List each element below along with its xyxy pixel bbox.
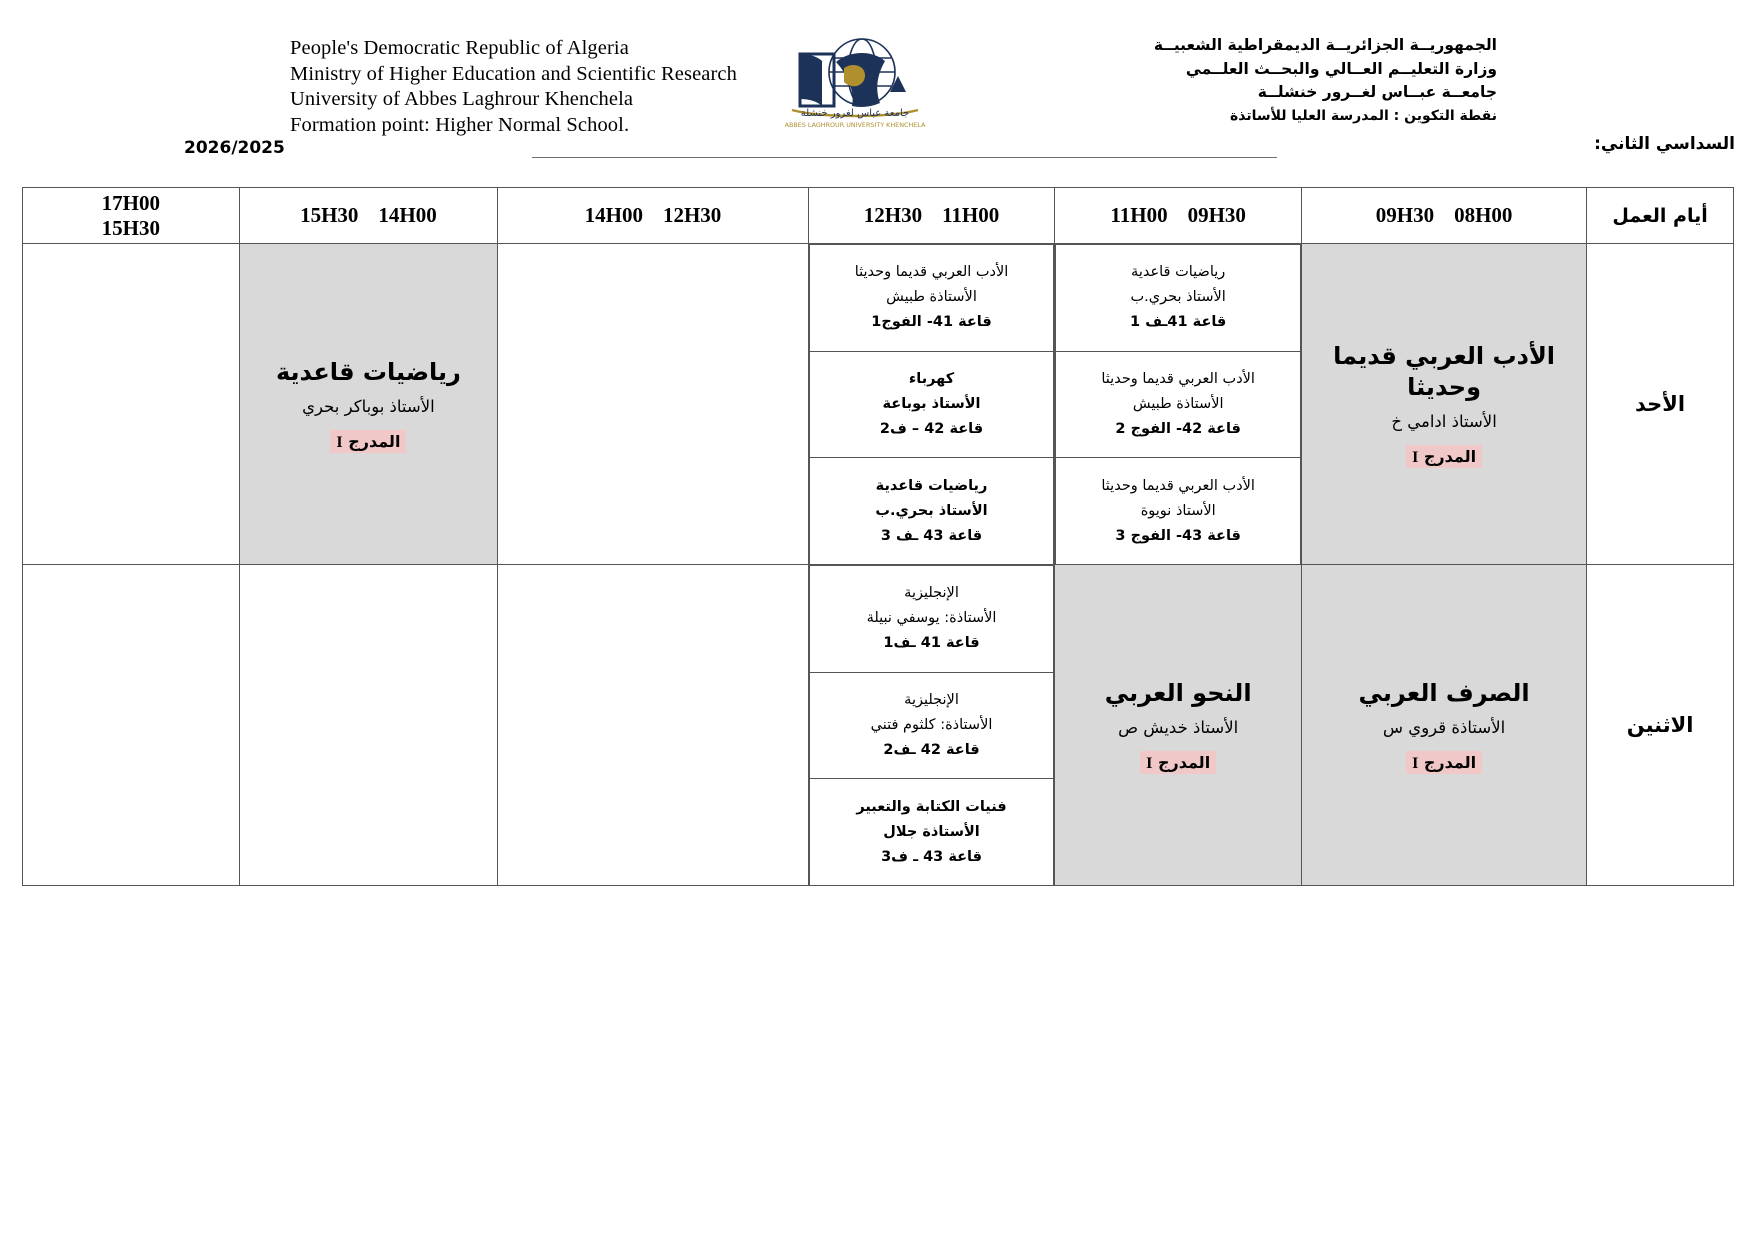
group-room: قاعة 42 ـف2 [883, 742, 980, 759]
group-session [809, 779, 1054, 885]
group-session [809, 351, 1054, 458]
session-block [1055, 674, 1301, 777]
group-subject: الأدب العربي قديما وحديثا [1101, 371, 1255, 388]
time-header-3 [808, 188, 1055, 244]
group-subject: الإنجليزية [904, 692, 959, 709]
header-left-institution-block [290, 36, 737, 138]
cell-monday-14h00-12h30 [498, 565, 808, 886]
session-teacher: الأستاذ بوباكر بحري [302, 396, 435, 416]
group-session-stack [809, 244, 1055, 564]
time-header-4-end: 09H30 [1187, 203, 1246, 227]
group-room: قاعة 43 ـ ف3 [881, 848, 982, 865]
session-room-number: I [1146, 754, 1153, 772]
cell-sunday-14h00-12h30 [498, 244, 808, 565]
session-teacher: الأستاذ خديش ص [1118, 717, 1239, 737]
session-room-label: المدرج [348, 431, 401, 451]
header-right-line-4: نقطة التكوين : المدرسة العليا للأساتذة [1230, 107, 1497, 124]
session-block [1302, 337, 1586, 471]
group-session-stack [1055, 244, 1301, 564]
header-right-institution-block [1154, 34, 1497, 128]
session-room [246, 432, 492, 452]
header-right-line-2: وزارة التعليــم العــالي والبحــث العلــمي [1185, 59, 1497, 78]
cell-monday-11h00-09h30 [1055, 565, 1302, 886]
session-room-number: I [336, 433, 343, 451]
group-subject: فنيات الكتابة والتعبير [856, 798, 1007, 815]
time-header-5-end: 08H00 [1454, 203, 1513, 227]
group-room: قاعة 42 – ف2 [879, 421, 984, 438]
table-row [23, 565, 1734, 886]
time-header-0-end: 15H30 [101, 215, 160, 240]
time-header-2-start: 14H00 [584, 203, 643, 227]
time-header-3-start: 12H30 [863, 203, 923, 227]
session-room [1308, 753, 1580, 773]
day-label-sunday: الأحد [1587, 244, 1734, 565]
cell-sunday-15h30-14h00 [239, 244, 498, 565]
header-left-line-1: People's Democratic Republic of Algeria [290, 37, 629, 59]
time-header-4 [1055, 188, 1302, 244]
session-teacher: الأستاذة قروي س [1382, 717, 1506, 737]
group-session-stack [809, 565, 1055, 885]
cell-monday-12h30-11h00 [808, 565, 1055, 886]
group-subject: الأدب العربي قديما وحديثا [1101, 477, 1255, 494]
group-subject: الأدب العربي قديما وحديثا [854, 264, 1009, 281]
group-subject: كهرباء [908, 371, 955, 388]
session-subject: الصرف العربي [1358, 678, 1530, 707]
semester-label: السداسي الثاني: [1594, 134, 1735, 154]
group-session [1056, 245, 1301, 352]
group-teacher: الأستاذ نويوة [1140, 502, 1216, 519]
group-room: قاعة 41- الفوج1 [871, 314, 992, 331]
group-room: قاعة 43 ـف 3 [880, 527, 983, 544]
logo-latin-caption: ABBES LAGHROUR UNIVERSITY KHENCHELA [784, 121, 926, 129]
session-room-label: المدرج [1423, 447, 1477, 466]
group-teacher: الأستاذ بحري.ب [1130, 289, 1226, 306]
cell-monday-17h00-15h30 [23, 565, 240, 886]
session-teacher: الأستاذ ادامي خ [1391, 412, 1497, 431]
table-row [23, 244, 1734, 565]
session-room-number: I [1412, 449, 1419, 466]
time-header-0 [23, 188, 240, 244]
group-teacher: الأستاذة: كلثوم فتني [870, 717, 993, 734]
header-left-line-3: University of Abbes Laghrour Khenchela [290, 88, 634, 110]
session-subject: رياضيات قاعدية [275, 357, 461, 386]
group-room: قاعة 41 ـف1 [883, 635, 980, 652]
group-session [809, 566, 1054, 673]
group-session [809, 245, 1054, 352]
time-header-5-start: 09H30 [1375, 203, 1435, 227]
group-room: قاعة 41ـف 1 [1130, 314, 1227, 331]
group-subject: الإنجليزية [904, 585, 959, 602]
group-teacher: الأستاذ بوباعة [882, 396, 981, 413]
group-session [1056, 351, 1301, 458]
cell-sunday-09h30-08h00 [1302, 244, 1587, 565]
header-left-line-2: Ministry of Higher Education and Scientific Research [290, 62, 737, 85]
time-header-0-start: 17H00 [101, 190, 160, 215]
day-label-monday: الاثنين [1587, 565, 1734, 886]
document-header [0, 0, 1755, 175]
session-subject: النحو العربي [1104, 678, 1252, 707]
academic-year: 2026/2025 [184, 138, 285, 158]
group-teacher: الأستاذ بحري.ب [875, 502, 988, 519]
logo-arabic-caption: جامعة عباس لغرور خنشلة [800, 108, 910, 119]
time-header-4-start: 11H00 [1110, 203, 1168, 227]
group-session [1056, 458, 1301, 564]
time-header-3-end: 11H00 [942, 203, 1000, 227]
header-divider [532, 157, 1277, 158]
session-room-number: I [1412, 754, 1419, 772]
group-teacher: الأستاذة طبيش [886, 289, 977, 306]
group-room: قاعة 42- الفوج 2 [1115, 421, 1241, 438]
time-header-2 [498, 188, 808, 244]
header-right-line-3: جامعــة عبــاس لغــرور خنشلــة [1257, 83, 1497, 101]
group-subject: رياضيات قاعدية [875, 477, 988, 494]
cell-monday-09h30-08h00 [1302, 565, 1587, 886]
group-session [809, 458, 1054, 564]
group-room: قاعة 43- الفوج 3 [1115, 527, 1241, 544]
group-teacher: الأستاذة: يوسفي نبيلة [866, 610, 997, 627]
cell-monday-15h30-14h00 [239, 565, 498, 886]
time-header-5 [1302, 188, 1587, 244]
session-room [1061, 753, 1295, 773]
session-room-label: المدرج [1423, 752, 1477, 772]
session-room [1308, 447, 1580, 467]
session-block [240, 353, 498, 456]
group-subject: رياضيات قاعدية [1131, 264, 1226, 281]
time-header-2-end: 12H30 [662, 203, 722, 227]
header-left-line-4: Formation point: Higher Normal School. [290, 113, 630, 136]
university-logo [770, 32, 940, 132]
session-subject: الأدب العربي قديما وحديثا [1333, 342, 1556, 401]
timetable [22, 187, 1734, 886]
cell-sunday-17h00-15h30 [23, 244, 240, 565]
cell-sunday-11h00-09h30 [1055, 244, 1302, 565]
time-header-1 [239, 188, 498, 244]
group-teacher: الأستاذة جلال [883, 823, 980, 840]
timetable-header-row [23, 188, 1734, 244]
group-session [809, 672, 1054, 779]
header-right-line-1: الجمهوريــة الجزائريــة الديمقراطية الشعبيــة [1153, 36, 1497, 54]
group-teacher: الأستاذة طبيش [1132, 396, 1224, 413]
time-header-1-end: 14H00 [378, 203, 437, 227]
time-header-1-start: 15H30 [300, 203, 359, 227]
session-block [1302, 674, 1586, 777]
session-room-label: المدرج [1157, 752, 1211, 772]
days-column-header: أيام العمل [1587, 188, 1734, 244]
cell-sunday-12h30-11h00 [808, 244, 1055, 565]
